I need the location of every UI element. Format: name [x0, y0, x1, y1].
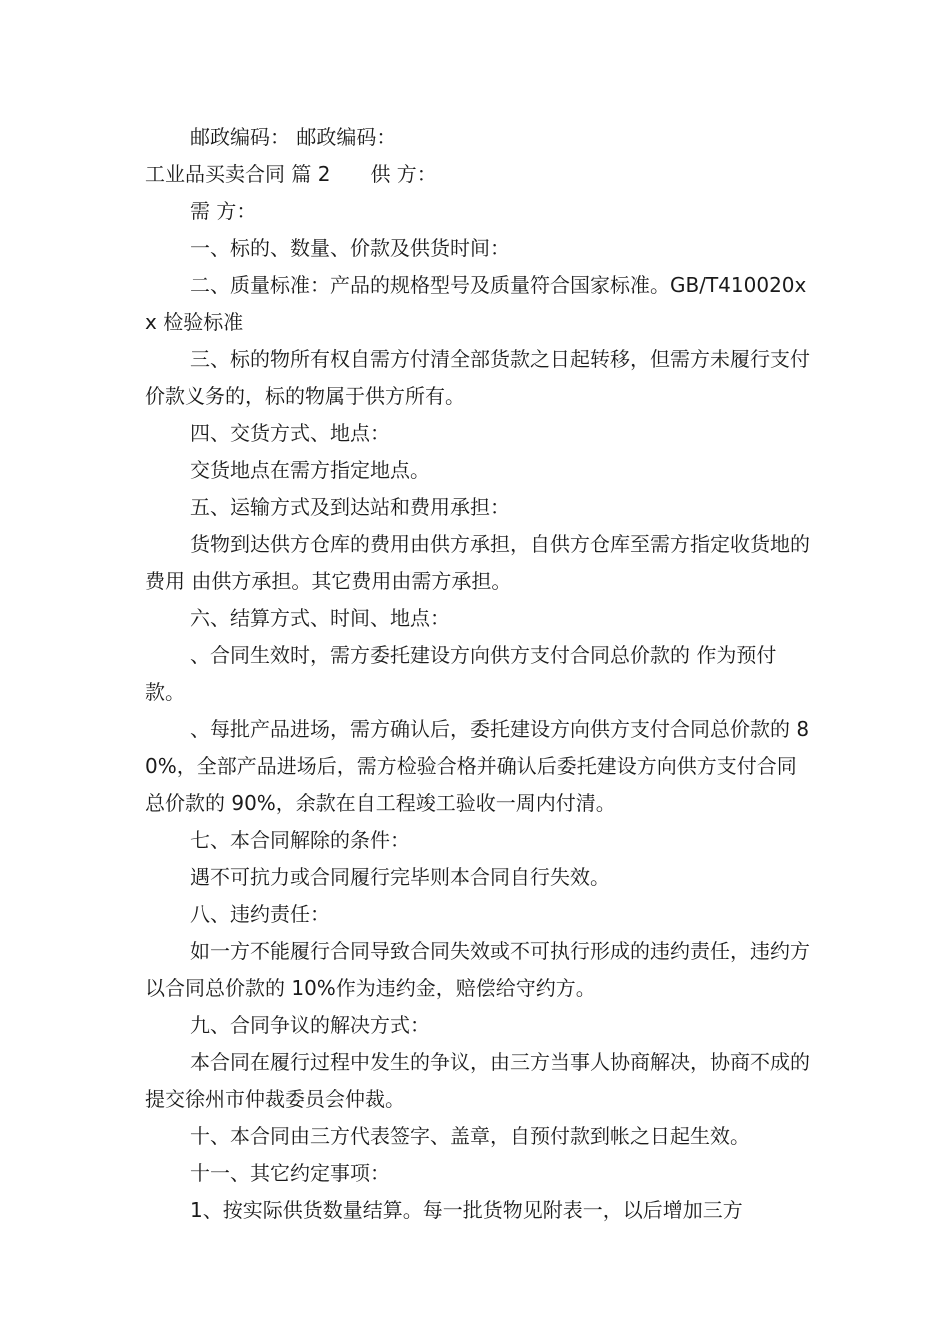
clause-8-heading: 八、违约责任：: [190, 902, 330, 926]
clause-2-quality: 二、质量标准：产品的规格型号及质量符合国家标准。GB/T410020xx 检验标准: [145, 273, 807, 334]
clause-11-item-1: 1、按实际供货数量结算。每一批货物见附表一，以后增加三方: [190, 1198, 743, 1222]
clause-3-ownership: 三、标的物所有权自需方付清全部货款之日起转移，但需方未履行支付价款义务的，标的物属于供方所有。: [145, 347, 810, 408]
clause-11-heading: 十一、其它约定事项：: [190, 1161, 390, 1185]
clause-6-item-2: 、每批产品进场，需方确认后，委托建设方向供方支付合同总价款的 80%，全部产品进场后，需方检验合格并确认后委托建设方向供方支付合同总价款的 90%，余款在自工程竣工验收一周内付清。: [145, 717, 810, 815]
clause-9-body: 本合同在履行过程中发生的争议，由三方当事人协商解决，协商不成的提交徐州市仲裁委员会仲裁。: [145, 1050, 810, 1111]
clause-6-heading: 六、结算方式、时间、地点：: [190, 606, 450, 630]
clause-5-body: 货物到达供方仓库的费用由供方承担，自供方仓库至需方指定收货地的费用 由供方承担。其它费用由需方承担。: [145, 532, 810, 593]
clause-4-body: 交货地点在需方指定地点。: [190, 458, 430, 482]
contract-title-line: [145, 156, 813, 193]
clause-7-heading: 七、本合同解除的条件：: [190, 828, 410, 852]
buyer-label: 需 方：: [190, 199, 257, 223]
clause-1-heading: 一、标的、数量、价款及供货时间：: [190, 236, 510, 260]
clause-8-body: 如一方不能履行合同导致合同失效或不可执行形成的违约责任，违约方以合同总价款的 10%作为违约金，赔偿给守约方。: [145, 939, 810, 1000]
clause-10: 十、本合同由三方代表签字、盖章，自预付款到帐之日起生效。: [190, 1124, 750, 1148]
postal-code-line: 邮政编码： 邮政编码：: [190, 125, 397, 149]
supplier-label: 供 方：: [370, 162, 437, 186]
document-body: [145, 119, 813, 1229]
clause-4-heading: 四、交货方式、地点：: [190, 421, 390, 445]
clause-6-item-1: 、合同生效时，需方委托建设方向供方支付合同总价款的 作为预付款。: [145, 643, 777, 704]
contract-title: 工业品买卖合同 篇 2: [145, 162, 331, 186]
clause-5-heading: 五、运输方式及到达站和费用承担：: [190, 495, 510, 519]
clause-9-heading: 九、合同争议的解决方式：: [190, 1013, 430, 1037]
clause-7-body: 遇不可抗力或合同履行完毕则本合同自行失效。: [190, 865, 610, 889]
